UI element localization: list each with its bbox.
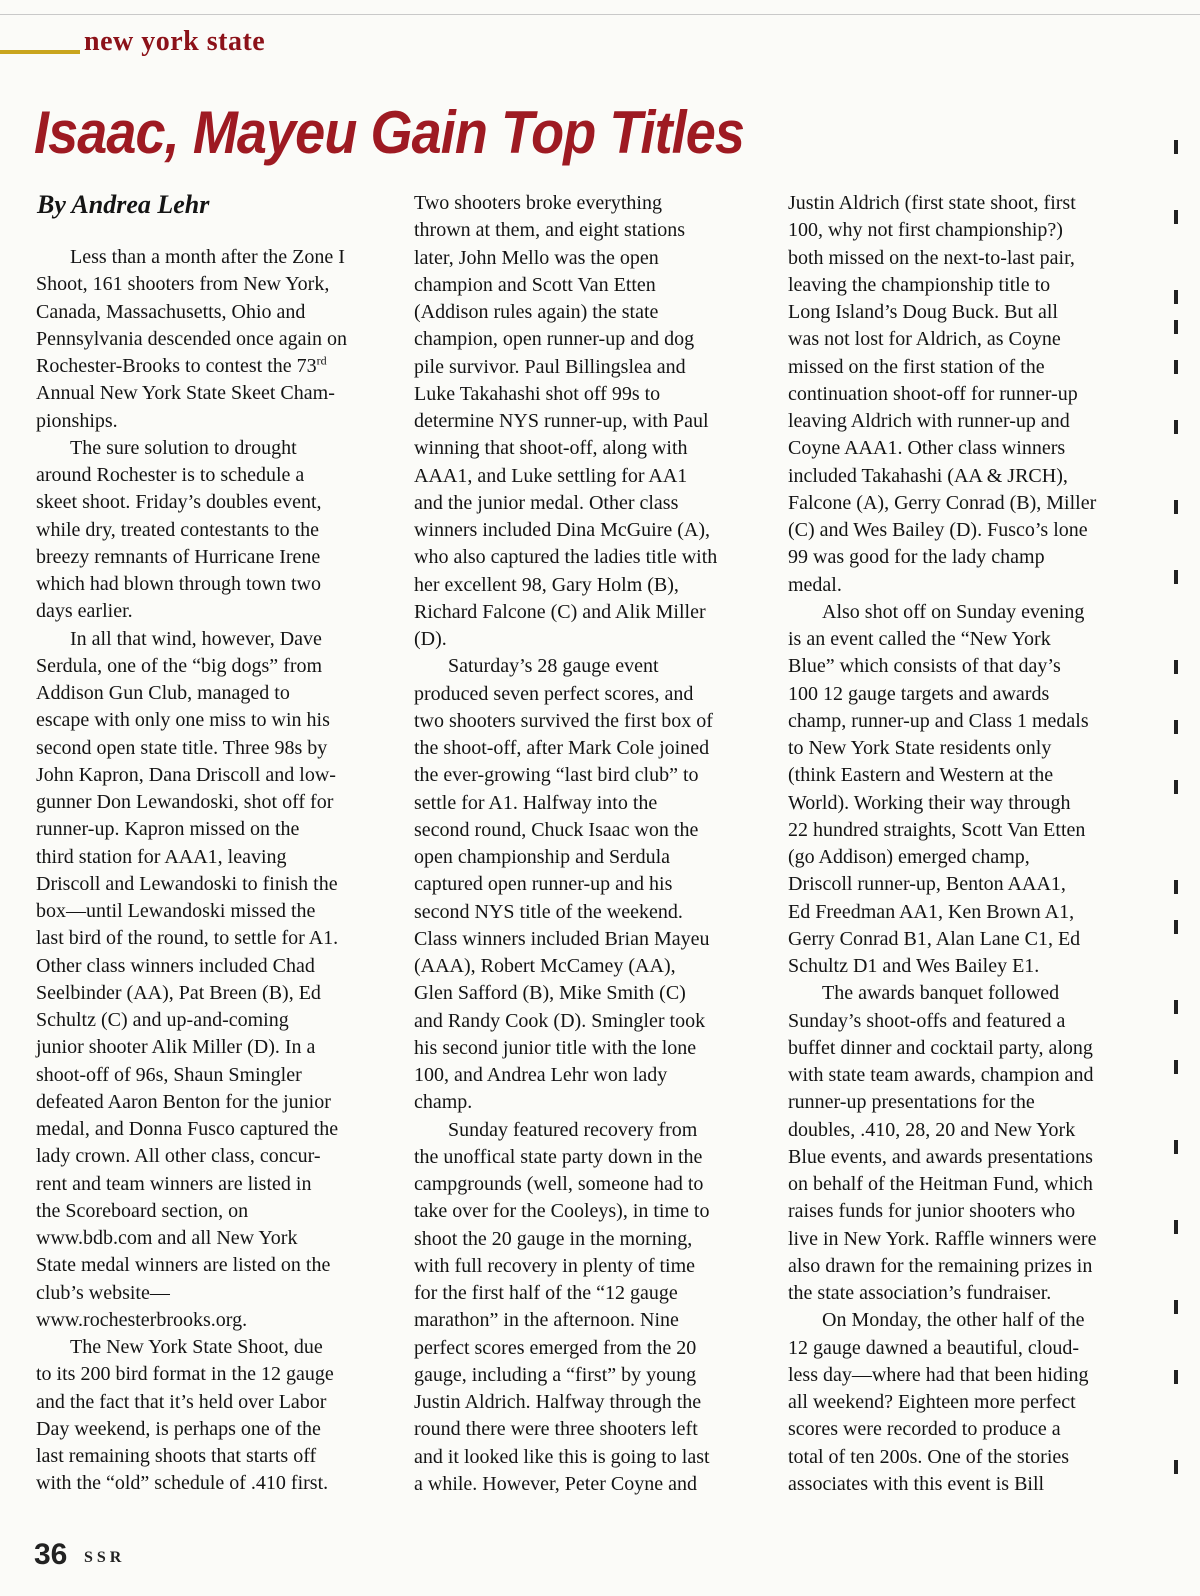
article-line: take over for the Cooleys), in time to (414, 1200, 710, 1223)
article-line: Saturday’s 28 gauge event (448, 655, 659, 678)
article-line: John Kapron, Dana Driscoll and low- (36, 763, 336, 786)
article-line: Other class winners included Chad (36, 954, 315, 977)
article-line: with the “old” schedule of .410 first. (36, 1472, 329, 1495)
article-line: the state association’s fundraiser. (788, 1282, 1052, 1304)
article-column-2 (414, 190, 764, 1498)
article-line: Driscoll runner-up, Benton AAA1, (788, 873, 1066, 896)
article-line: thrown at them, and eight stations (414, 219, 686, 242)
article-line: Glen Safford (B), Mike Smith (C) (414, 982, 686, 1005)
article-line: less day—where had that been hiding (788, 1363, 1089, 1386)
bleed-margin-marks (1148, 120, 1200, 1540)
article-line: campgrounds (well, someone had to (414, 1173, 704, 1195)
article-line: Justin Aldrich (first state shoot, first (788, 192, 1076, 214)
article-line: all weekend? Eighteen more perfect (788, 1391, 1076, 1413)
article-line: marathon” in the afternoon. Nine (414, 1309, 679, 1332)
article-line: rent and team winners are listed in (36, 1172, 312, 1195)
article-line: raises funds for junior shooters who (788, 1200, 1076, 1223)
article-line: (go Addison) emerged champ, (788, 846, 1030, 868)
article-line: gauge, including a “first” by young (414, 1363, 697, 1386)
article-line: and the fact that it’s held over Labor (36, 1390, 327, 1413)
article-line: days earlier. (36, 600, 133, 623)
article-line: Schultz (C) and up-and-coming (36, 1009, 289, 1031)
article-line: leaving the championship title to (788, 273, 1051, 296)
article-line: Less than a month after the Zone I (70, 246, 345, 268)
byline: By Andrea Lehr (37, 190, 210, 219)
publication-name: SSR (84, 1549, 126, 1566)
article-line: to its 200 bird format in the 12 gauge (36, 1363, 334, 1386)
article-line: breezy remnants of Hurricane Irene (36, 545, 321, 568)
article-line: Two shooters broke everything (414, 192, 662, 214)
article-line: medal. (788, 573, 842, 596)
article-line: Shoot, 161 shooters from New York, (36, 273, 330, 296)
article-line: Richard Falcone (C) and Alik Miller (414, 600, 706, 623)
article-line: www.rochesterbrooks.org. (36, 1308, 248, 1331)
article-column-1 (36, 244, 396, 1498)
article-column-3 (788, 190, 1140, 1498)
article-line: Pennsylvania descended once again on (36, 327, 348, 350)
article-line: Driscoll and Lewandoski to finish the (36, 872, 338, 895)
article-line: later, John Mello was the open (414, 246, 659, 269)
article-line: 100, and Andrea Lehr won lady (414, 1064, 668, 1086)
article-line: with state team awards, champion and (788, 1064, 1094, 1086)
page-number: 36 (34, 1538, 68, 1571)
article-line: Schultz D1 and Wes Bailey E1. (788, 955, 1040, 977)
article-line: Class winners included Brian Mayeu (414, 927, 710, 950)
article-line: pile survivor. Paul Billingslea and (414, 355, 686, 378)
article-line: last bird of the round, to settle for A1. (36, 927, 339, 950)
article-line: World). Working their way through (788, 791, 1071, 814)
article-line: runner-up presentations for the (788, 1091, 1035, 1114)
article-line: scores were recorded to produce a (788, 1418, 1061, 1441)
article-line: gunner Don Lewandoski, shot off for (36, 791, 334, 813)
article-line: Sunday featured recovery from (448, 1118, 698, 1141)
article-line: www.bdb.com and all New York (36, 1227, 298, 1249)
article-line: total of ten 200s. One of the stories (788, 1445, 1070, 1468)
article-line: (Addison rules again) the state (414, 301, 659, 323)
article-line: his second junior title with the lone (414, 1036, 697, 1059)
article-line: 12 gauge dawned a beautiful, cloud- (788, 1336, 1080, 1359)
article-line: winners included Dina McGuire (A), (414, 519, 711, 541)
section-title: new york state (84, 26, 266, 57)
article-line: Ed Freedman AA1, Ken Brown A1, (788, 900, 1075, 923)
article-line: Blue” which consists of that day’s (788, 655, 1061, 678)
article-line: shoot-off of 96s, Shaun Smingler (36, 1063, 302, 1086)
article-line: Luke Takahashi shot off 99s to (414, 382, 661, 405)
article-line: second open state title. Three 98s by (36, 736, 328, 759)
article-line: Day weekend, is perhaps one of the (36, 1417, 321, 1440)
article-line: third station for AAA1, leaving (36, 845, 287, 868)
article-line: on behalf of the Heitman Fund, which (788, 1173, 1093, 1195)
article-line: Coyne AAA1. Other class winners (788, 437, 1066, 460)
article-line: Falcone (A), Gerry Conrad (B), Miller (788, 491, 1097, 514)
article-line: and it looked like this is going to last (414, 1445, 710, 1468)
article-line: a while. However, Peter Coyne and (414, 1472, 697, 1495)
article-line: champ. (414, 1091, 473, 1114)
article-line: captured open runner-up and his (414, 873, 673, 896)
article-line: club’s website— (36, 1281, 170, 1304)
article-line: which had blown through town two (36, 573, 321, 595)
article-line: The sure solution to drought (70, 436, 297, 459)
article-line: AAA1, and Luke settling for AA1 (414, 464, 688, 487)
article-line: the unoffical state party down in the (414, 1145, 703, 1168)
article-line: Addison Gun Club, managed to (36, 682, 290, 704)
article-line: champion and Scott Van Etten (414, 273, 656, 296)
article-line: (think Eastern and Western at the (788, 764, 1054, 787)
article-line: also drawn for the remaining prizes in (788, 1254, 1093, 1277)
article-line: and the junior medal. Other class (414, 491, 679, 514)
article-line: the shoot-off, after Mark Cole joined (414, 737, 710, 759)
article-line: Rochester-Brooks to contest the 73rd (36, 353, 327, 377)
article-line: pionships. (36, 409, 118, 432)
article-line: for the first half of the “12 gauge (414, 1282, 678, 1304)
article-line: associates with this event is Bill (788, 1472, 1045, 1495)
article-line: live in New York. Raffle winners were (788, 1227, 1097, 1250)
article-line: On Monday, the other half of the (822, 1309, 1085, 1332)
article-line: (AAA), Robert McCamey (AA), (414, 955, 676, 977)
article-line: 100, why not first championship?) (788, 219, 1063, 242)
article-line: was not lost for Aldrich, as Coyne (788, 328, 1061, 351)
article-line: leaving Aldrich with runner-up and (788, 410, 1070, 432)
article-line: is an event called the “New York (788, 628, 1051, 650)
article-line: buffet dinner and cocktail party, along (788, 1036, 1093, 1059)
article-line: shoot the 20 gauge in the morning, (414, 1227, 693, 1250)
article-line: In all that wind, however, Dave (70, 627, 322, 650)
article-line: Long Island’s Doug Buck. But all (788, 301, 1058, 323)
article-line: (D). (414, 628, 447, 650)
headline: Isaac, Mayeu Gain Top Titles (34, 99, 745, 166)
article-line: with full recovery in plenty of time (414, 1254, 696, 1277)
article-line: round there were three shooters left (414, 1418, 698, 1441)
article-line: around Rochester is to schedule a (36, 464, 305, 486)
article-line: Serdula, one of the “big dogs” from (36, 654, 323, 677)
article-line: open championship and Serdula (414, 846, 671, 868)
article-line: determine NYS runner-up, with Paul (414, 410, 709, 432)
article-line: doubles, .410, 28, 20 and New York (788, 1118, 1076, 1141)
article-line: to New York State residents only (788, 737, 1052, 759)
article-line: junior shooter Alik Miller (D). In a (36, 1036, 316, 1059)
article-line: last remaining shoots that starts off (36, 1445, 317, 1467)
article-line: The New York State Shoot, due (70, 1336, 323, 1358)
article-line: Sunday’s shoot-offs and featured a (788, 1009, 1066, 1032)
article-line: Gerry Conrad B1, Alan Lane C1, Ed (788, 927, 1081, 950)
article-line: Blue events, and awards presentations (788, 1145, 1093, 1168)
article-line: the ever-growing “last bird club” to (414, 764, 699, 787)
article-line: 99 was good for the lady champ (788, 546, 1045, 569)
article-line: 100 12 gauge targets and awards (788, 682, 1050, 705)
article-line: the Scoreboard section, on (36, 1199, 249, 1222)
article-line: and Randy Cook (D). Smingler took (414, 1009, 706, 1032)
article-line: two shooters survived the first box of (414, 709, 713, 732)
article-line: The awards banquet followed (822, 982, 1060, 1005)
article-line: Annual New York State Skeet Cham- (36, 382, 335, 405)
article-line: second NYS title of the weekend. (414, 900, 683, 923)
article-line: (C) and Wes Bailey (D). Fusco’s lone (788, 519, 1088, 541)
article-line: escape with only one miss to win his (36, 709, 330, 732)
article-line: Justin Aldrich. Halfway through the (414, 1391, 702, 1413)
article-line: champ, runner-up and Class 1 medals (788, 709, 1089, 732)
article-line: continuation shoot-off for runner-up (788, 382, 1078, 405)
article-line: lady crown. All other class, concur- (36, 1145, 321, 1168)
top-rule (0, 14, 1200, 15)
article-line: Seelbinder (AA), Pat Breen (B), Ed (36, 981, 321, 1004)
article-line: Also shot off on Sunday evening (822, 600, 1085, 623)
article-line: both missed on the next-to-last pair, (788, 246, 1075, 269)
article-line: Canada, Massachusetts, Ohio and (36, 300, 306, 323)
article-line: State medal winners are listed on the (36, 1254, 331, 1277)
article-line: runner-up. Kapron missed on the (36, 818, 300, 841)
article-line: winning that shoot-off, along with (414, 437, 688, 460)
article-line: second round, Chuck Isaac won the (414, 818, 699, 841)
article-line: included Takahashi (AA & JRCH), (788, 464, 1068, 487)
article-line: while dry, treated contestants to the (36, 518, 320, 541)
article-line: perfect scores emerged from the 20 (414, 1336, 697, 1359)
article-line: 22 hundred straights, Scott Van Etten (788, 818, 1086, 841)
article-line: settle for A1. Halfway into the (414, 791, 658, 814)
article-line: missed on the first station of the (788, 355, 1045, 378)
article-line: her excellent 98, Gary Holm (B), (414, 573, 679, 596)
article-line: who also captured the ladies title with (414, 546, 718, 569)
article-line: defeated Aaron Benton for the junior (36, 1090, 331, 1113)
article-line: medal, and Donna Fusco captured the (36, 1118, 339, 1140)
article-line: skeet shoot. Friday’s doubles event, (36, 491, 322, 514)
article-line: produced seven perfect scores, and (414, 682, 694, 705)
article-line: champion, open runner-up and dog (414, 328, 695, 351)
section-accent-bar (0, 50, 80, 54)
article-line: box—until Lewandoski missed the (36, 900, 316, 922)
